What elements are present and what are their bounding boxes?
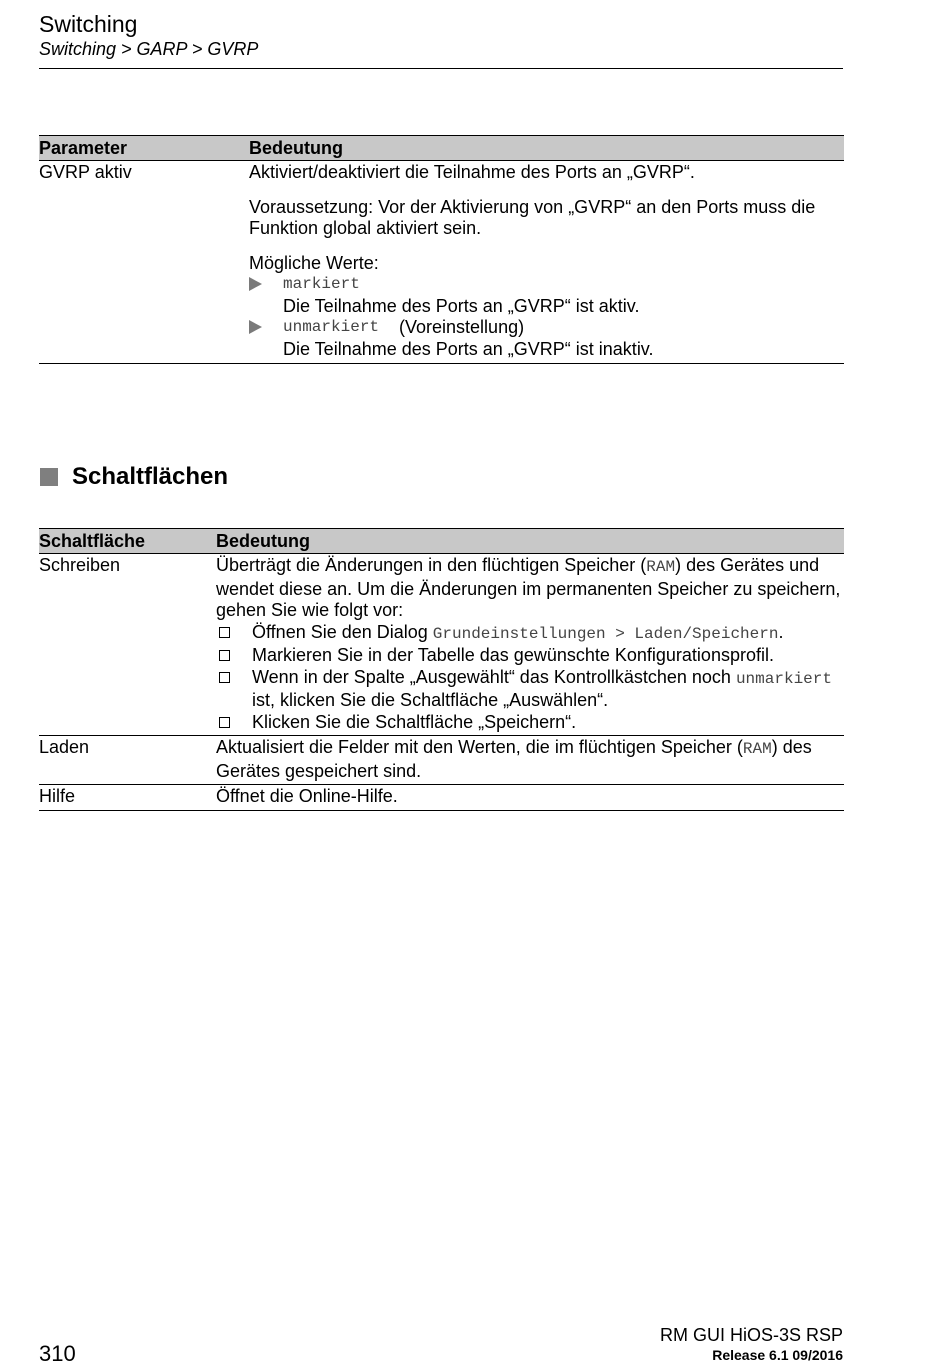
table-row: [39, 785, 844, 811]
possible-values-label: Mögliche Werte:: [249, 252, 379, 273]
default-note: (Voreinstellung): [399, 317, 525, 337]
write-description: Überträgt die Änderungen in den flüchtigen Speicher (RAM) des Gerätes und wendet diese an. Um die Änderungen im permanenten Speicher zu speichern, gehen Sie wie folgt vor:: [216, 555, 841, 620]
footer-product: RM GUI HiOS-3S RSP: [659, 1325, 843, 1345]
param-description: [249, 161, 844, 364]
column-header-meaning: Bedeutung: [216, 529, 844, 554]
button-description-load: Aktualisiert die Felder mit den Werten, die im flüchtigen Speicher (RAM) des Gerätes gespeichert sind.: [216, 736, 844, 785]
button-description-help: Öffnet die Online-Hilfe.: [216, 785, 844, 811]
button-table: [39, 528, 844, 811]
parameter-table: [39, 135, 844, 364]
param-name: GVRP aktiv: [39, 161, 249, 364]
value-unmarked-description: Die Teilnahme des Ports an „GVRP“ ist inaktiv.: [283, 338, 654, 359]
value-unmarked: unmarkiert: [283, 318, 380, 336]
checkbox-icon: [219, 672, 230, 683]
checkbox-icon: [219, 717, 230, 728]
section-title: Schaltflächen: [72, 463, 229, 490]
param-desc-prerequisite: Voraussetzung: Vor der Aktivierung von „GVRP“ an den Ports muss die Funktion global aktiviert sein.: [249, 196, 816, 238]
column-header-meaning: Bedeutung: [249, 136, 844, 161]
page-header-title: Switching: [39, 11, 138, 37]
page-number: 310: [39, 1341, 76, 1366]
button-name-write: Schreiben: [39, 554, 216, 736]
column-header-button: Schaltfläche: [39, 529, 216, 554]
table-row: [39, 736, 844, 785]
bullet-triangle-icon: [249, 277, 262, 291]
square-bullet-icon: [40, 468, 58, 486]
ram-term: RAM: [646, 558, 676, 576]
unmarked-term: unmarkiert: [735, 669, 832, 688]
list-item: Wenn in der Spalte „Ausgewählt“ das Kontrollkästchen noch unmarkiert ist, klicken Sie die Schaltfläche „Auswählen“.: [216, 667, 844, 712]
bullet-triangle-icon: [249, 320, 262, 334]
button-name-help: Hilfe: [39, 785, 216, 811]
table-header-row: [39, 529, 844, 554]
column-header-parameter: Parameter: [39, 136, 249, 161]
footer-release: Release 6.1 09/2016: [712, 1347, 843, 1363]
button-name-load: Laden: [39, 736, 216, 785]
section-heading: [40, 462, 228, 492]
list-item: Markieren Sie in der Tabelle das gewünschte Konfigurationsprofil.: [216, 645, 844, 667]
list-item: Öffnen Sie den Dialog Grundeinstellungen > Laden/Speichern.: [216, 622, 844, 646]
list-item: Klicken Sie die Schaltfläche „Speichern“.: [216, 712, 844, 734]
table-header-row: [39, 136, 844, 161]
breadcrumb: Switching > GARP > GVRP: [39, 39, 259, 59]
value-marked: markiert: [283, 275, 360, 293]
button-description-write: [216, 554, 844, 736]
ram-term: RAM: [742, 740, 772, 758]
param-desc-activation: Aktiviert/deaktiviert die Teilnahme des Ports an „GVRP“.: [249, 162, 695, 182]
value-marked-description: Die Teilnahme des Ports an „GVRP“ ist aktiv.: [283, 295, 640, 316]
checkbox-icon: [219, 627, 230, 638]
dialog-path: Grundeinstellungen > Laden/Speichern: [432, 624, 779, 643]
value-option-unmarked: [249, 317, 844, 339]
table-row: [39, 554, 844, 736]
checkbox-icon: [219, 650, 230, 661]
table-row: [39, 161, 844, 364]
header-divider: [39, 68, 843, 69]
value-option-marked: [249, 274, 844, 296]
